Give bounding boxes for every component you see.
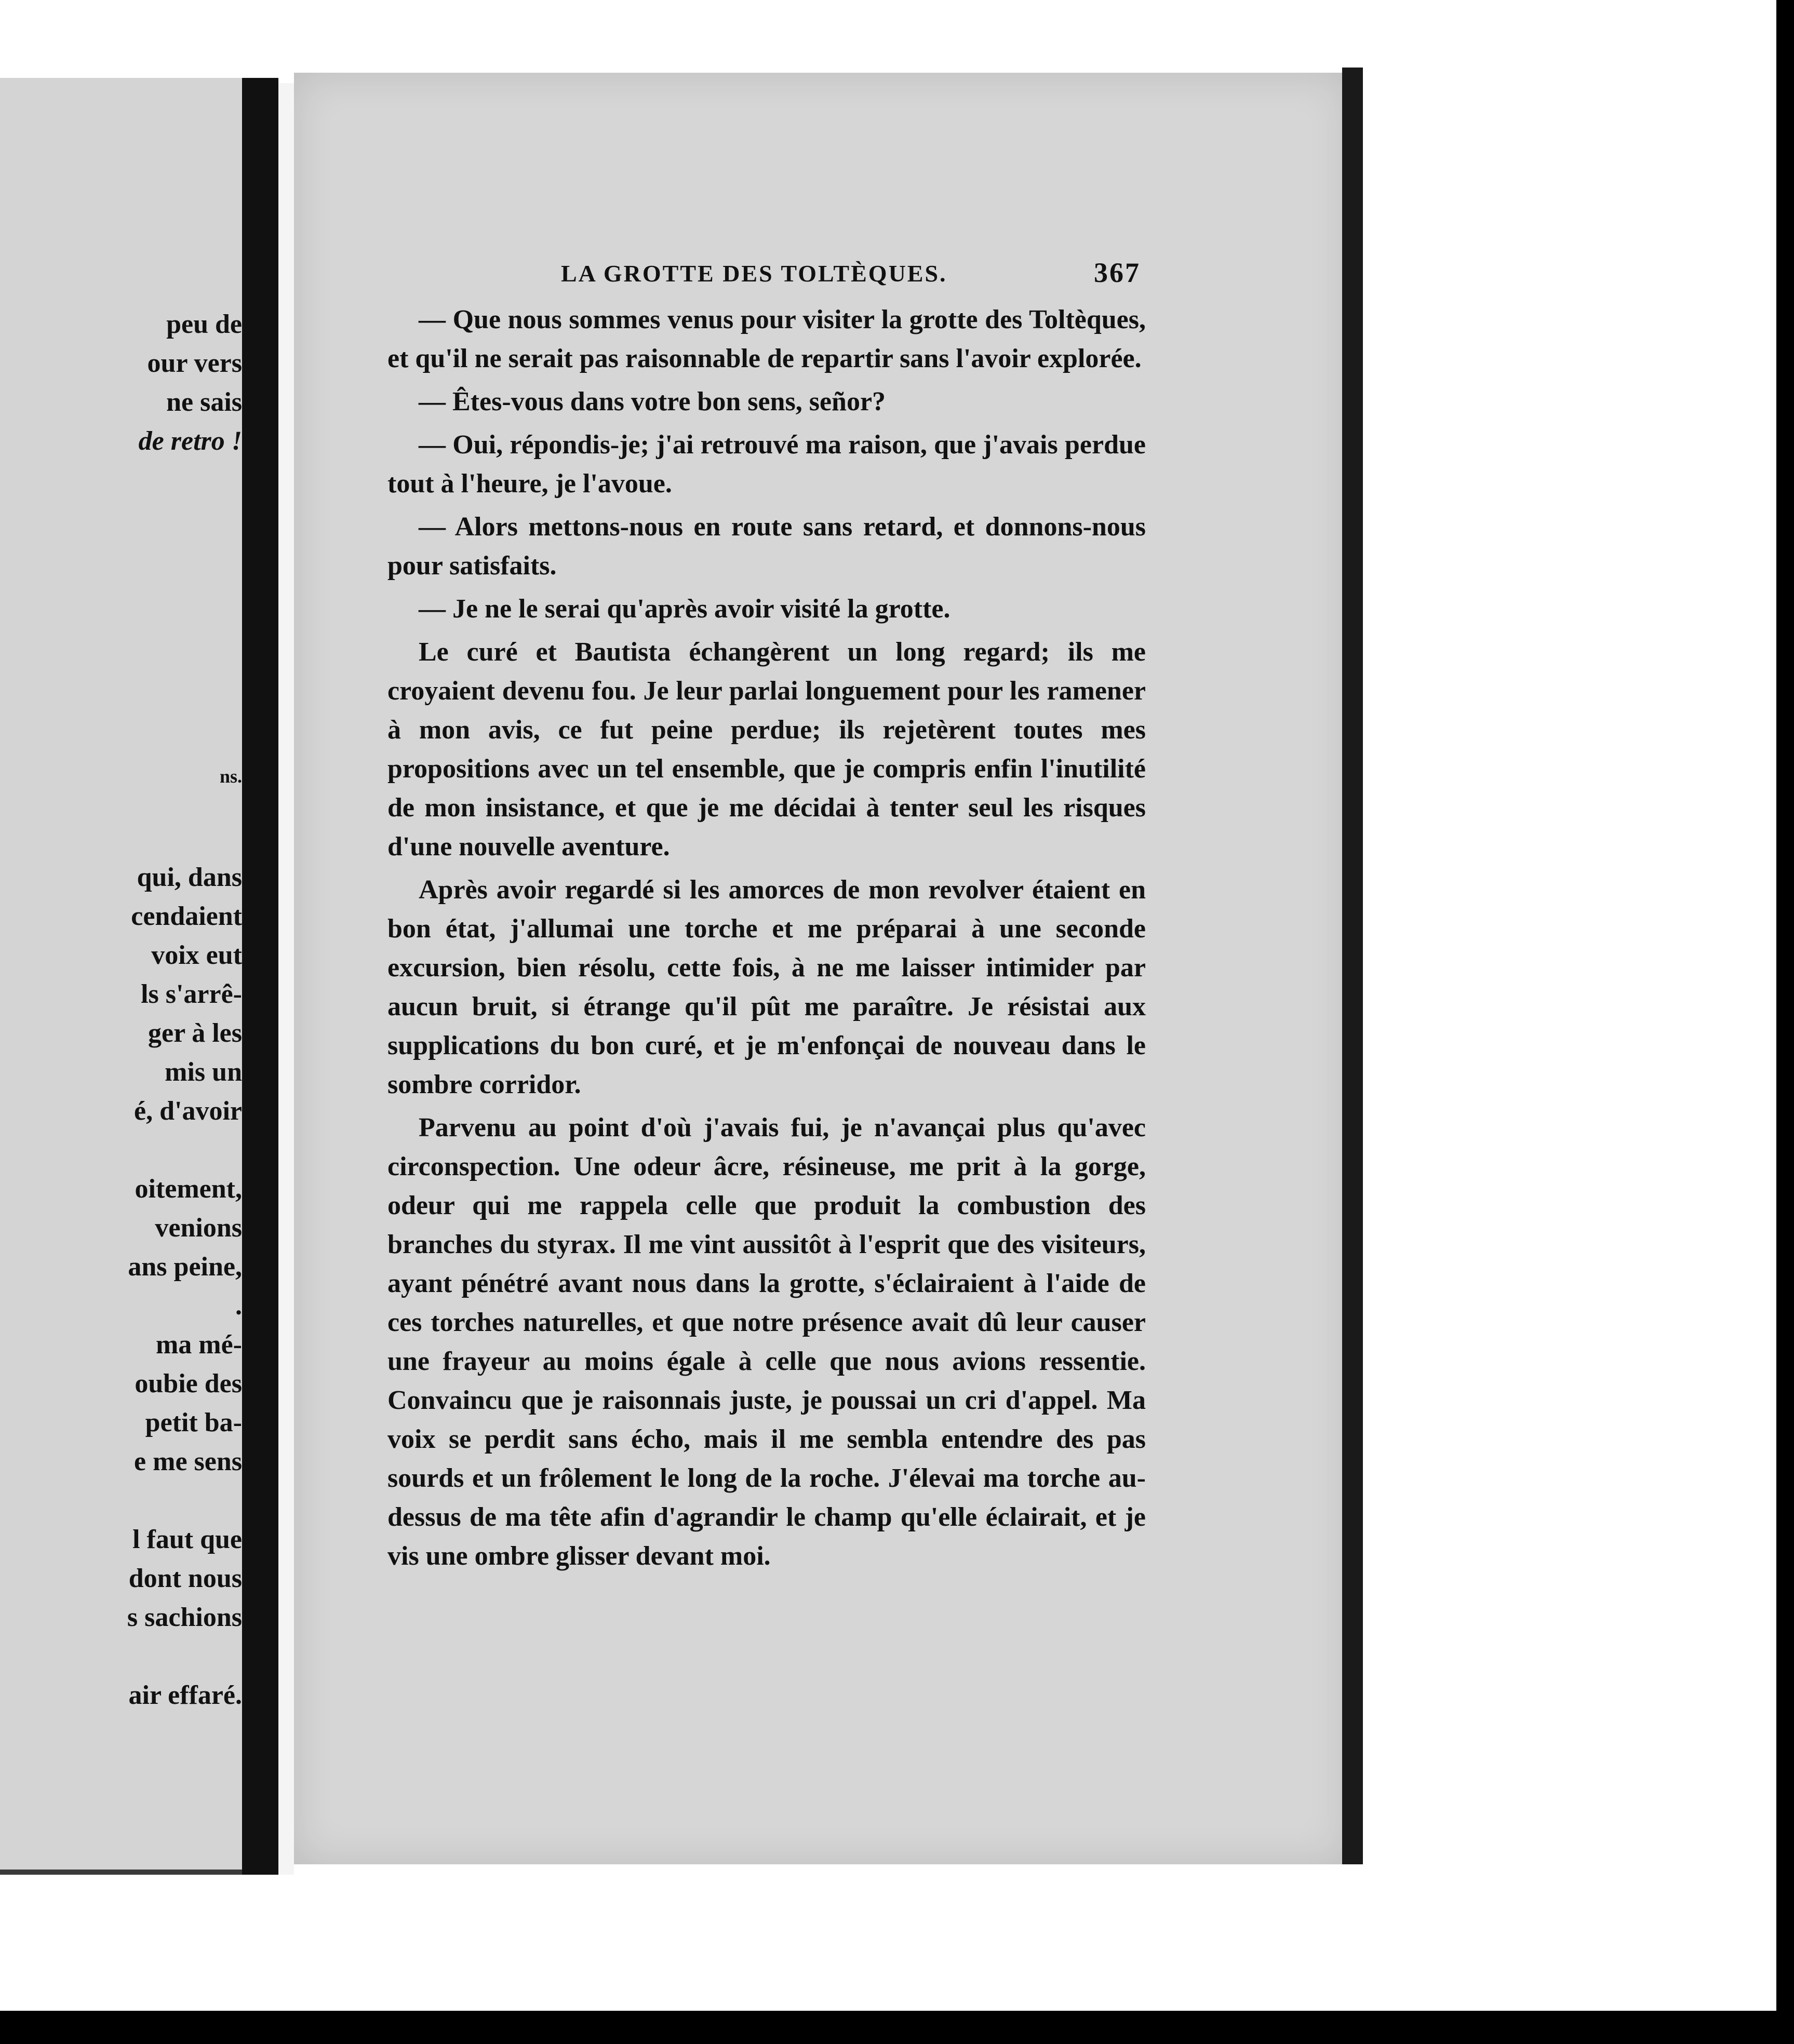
left-page-line: peu de: [166, 310, 242, 339]
left-page-line: ns.: [219, 766, 242, 787]
left-page-line: oubie des: [135, 1369, 242, 1398]
body-text: [387, 300, 1146, 1576]
left-page-line: é, d'avoir: [134, 1096, 242, 1126]
paragraph: — Je ne le serai qu'après avoir visité la grotte.: [419, 594, 950, 624]
paragraph: — Alors mettons-nous en route sans retard, et donnons-nous pour satisfaits.: [387, 512, 1146, 581]
paragraph: — Êtes-vous dans votre bon sens, señor?: [419, 387, 886, 416]
left-page-line: venions: [155, 1213, 242, 1243]
left-page-line: l faut que: [132, 1525, 242, 1554]
paragraph: Le curé et Bautista échangèrent un long regard; ils me croyaient devenu fou. Je leur parlai longuement pour les ramener à mon avis, ce fut peine perdue; ils rejetèrent toutes mes propositions avec un tel ensemble, que je compris enfin l'inutilité de mon insistance, et que je me décidai à tenter seul les risques d'une nouvelle aventure.: [387, 637, 1146, 862]
paragraph: Après avoir regardé si les amorces de mon revolver étaient en bon état, j'allumai une torche et me préparai à une seconde excursion, bien résolu, cette fois, à ne me laisser intimider par aucun bruit, si étrange qu'il pût me paraître. Je résistai aux supplications du bon curé, et je m'enfonçai de nouveau dans le sombre corridor.: [387, 875, 1146, 1099]
page-number: 367: [1094, 257, 1141, 288]
left-page-line: ma mé-: [155, 1330, 242, 1360]
left-page-line: air effaré.: [128, 1680, 242, 1710]
page-edge: [1342, 68, 1363, 1864]
left-page-line: ls s'arrê-: [141, 979, 242, 1009]
gutter-strip: [278, 83, 294, 1875]
left-page: [0, 78, 242, 1875]
left-page-line: our vers: [147, 348, 242, 378]
left-page-line: mis un: [165, 1057, 242, 1087]
left-page-line: qui, dans: [137, 863, 242, 892]
left-page-line: oitement,: [135, 1174, 242, 1204]
paragraph: — Oui, répondis-je; j'ai retrouvé ma raison, que j'avais perdue tout à l'heure, je l'avoue.: [387, 430, 1146, 499]
left-page-line: dont nous: [128, 1564, 242, 1593]
left-page-line: .: [235, 1291, 242, 1321]
book-gutter: [242, 78, 278, 1875]
paragraph: — Que nous sommes venus pour visiter la grotte des Toltèques, et qu'il ne serait pas raisonnable de repartir sans l'avoir explorée.: [387, 305, 1146, 373]
left-page-line: s sachions: [127, 1603, 242, 1632]
left-page-line: de retro !: [138, 426, 242, 456]
left-page-line: petit ba-: [145, 1408, 242, 1437]
left-page-line: ne sais: [166, 387, 242, 417]
left-page-line: cendaient: [131, 902, 242, 931]
left-page-line: voix eut: [151, 940, 242, 970]
left-page-line: ger à les: [148, 1018, 242, 1048]
left-page-line: e me sens: [134, 1447, 242, 1476]
running-title: LA GROTTE DES TOLTÈQUES.: [561, 260, 947, 287]
paragraph: Parvenu au point d'où j'avais fui, je n'avançai plus qu'avec circonspection. Une odeur âcre, résineuse, me prit à la gorge, odeur qui me rappela celle que produit la combustion des branches du styrax. Il me vint aussitôt à l'esprit que des visiteurs, ayant pénétré avant nous dans la grotte, s'éclairaient à l'aide de ces torches naturelles, et que notre présence avait dû leur causer une frayeur au moins égale à celle que nous avions ressentie. Convaincu que je raisonnais juste, je poussai un cri d'appel. Ma voix se perdit sans écho, mais il me sembla entendre des pas sourds et un frôlement le long de la roche. J'élevai ma torche au-dessus de ma tête afin d'agrandir le champ qu'elle éclairait, et je vis une ombre glisser devant moi.: [387, 1113, 1146, 1571]
left-page-line: ans peine,: [128, 1252, 242, 1282]
